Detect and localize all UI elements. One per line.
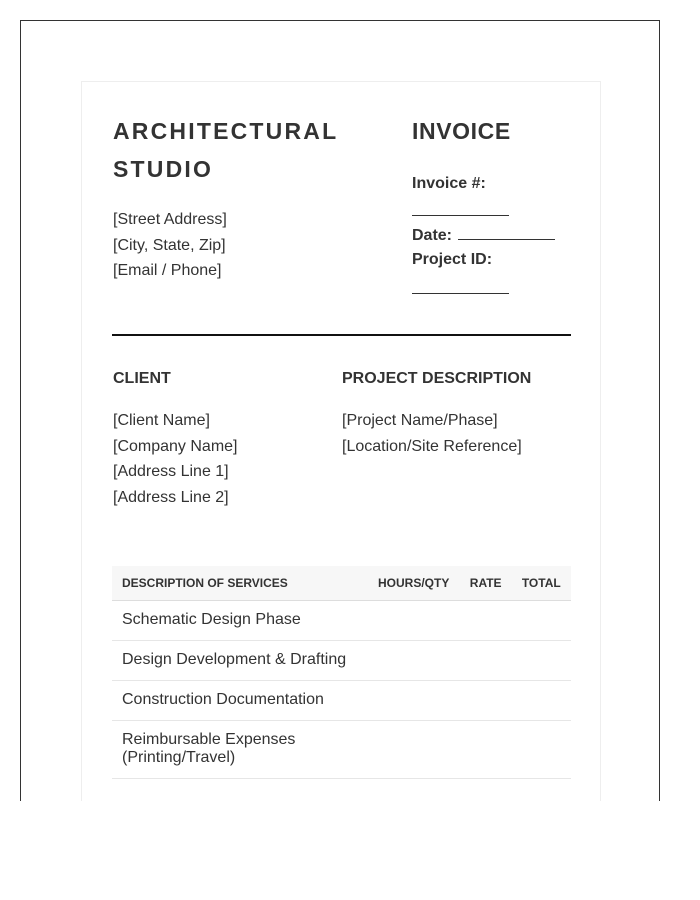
date-blank[interactable] — [458, 225, 555, 240]
service-description: Construction Documentation — [112, 681, 368, 721]
project-heading: PROJECT DESCRIPTION — [342, 370, 532, 387]
studio-name-line1: ARCHITECTURAL — [113, 118, 339, 144]
project-name-phase: [Project Name/Phase] — [342, 412, 498, 429]
invoice-number-label: Invoice #: — [412, 175, 486, 192]
column-rate: RATE — [460, 566, 512, 601]
service-total[interactable] — [512, 721, 571, 779]
service-rate[interactable] — [460, 681, 512, 721]
service-hours[interactable] — [368, 601, 460, 641]
service-description: Schematic Design Phase — [112, 601, 368, 641]
service-description — [112, 721, 368, 779]
table-header-row — [112, 566, 571, 601]
project-id-blank[interactable] — [412, 293, 509, 294]
address-line-2: [Address Line 2] — [113, 488, 229, 506]
client-name: [Client Name] — [113, 412, 210, 429]
service-rate[interactable] — [460, 721, 512, 779]
service-description-line1: Reimbursable Expenses — [122, 731, 296, 748]
service-total[interactable] — [512, 641, 571, 681]
location-site-reference: [Location/Site Reference] — [342, 437, 522, 455]
table-row — [112, 601, 571, 641]
invoice-number-blank[interactable] — [412, 215, 509, 216]
service-total[interactable] — [512, 601, 571, 641]
service-rate[interactable] — [460, 641, 512, 681]
client-heading: CLIENT — [113, 370, 171, 387]
studio-name — [113, 112, 373, 188]
company-name: [Company Name] — [113, 437, 238, 455]
invoice-title: INVOICE — [412, 118, 511, 144]
table-row — [112, 641, 571, 681]
address-line-1: [Address Line 1] — [113, 463, 229, 480]
column-description: DESCRIPTION OF SERVICES — [112, 566, 368, 601]
table-row — [112, 721, 571, 779]
street-address: [Street Address] — [113, 211, 227, 228]
client-details — [113, 408, 238, 510]
service-rate[interactable] — [460, 601, 512, 641]
service-description: Design Development & Drafting — [112, 641, 368, 681]
service-hours[interactable] — [368, 641, 460, 681]
invoice-sheet — [81, 81, 601, 801]
services-table — [112, 566, 571, 779]
service-hours[interactable] — [368, 681, 460, 721]
project-details — [342, 408, 522, 459]
table-row — [112, 681, 571, 721]
service-total[interactable] — [512, 681, 571, 721]
service-description-line2: (Printing/Travel) — [122, 749, 236, 766]
header-divider — [112, 334, 571, 336]
email-phone: [Email / Phone] — [113, 262, 222, 279]
column-total: TOTAL — [512, 566, 571, 601]
service-hours[interactable] — [368, 721, 460, 779]
city-state-zip: [City, State, Zip] — [113, 236, 226, 254]
project-id-label: Project ID: — [412, 251, 493, 268]
date-label: Date: — [412, 227, 453, 244]
date-field — [412, 225, 555, 246]
studio-name-line2: STUDIO — [113, 156, 214, 182]
column-hours-qty: HOURS/QTY — [368, 566, 460, 601]
studio-address — [113, 207, 227, 284]
